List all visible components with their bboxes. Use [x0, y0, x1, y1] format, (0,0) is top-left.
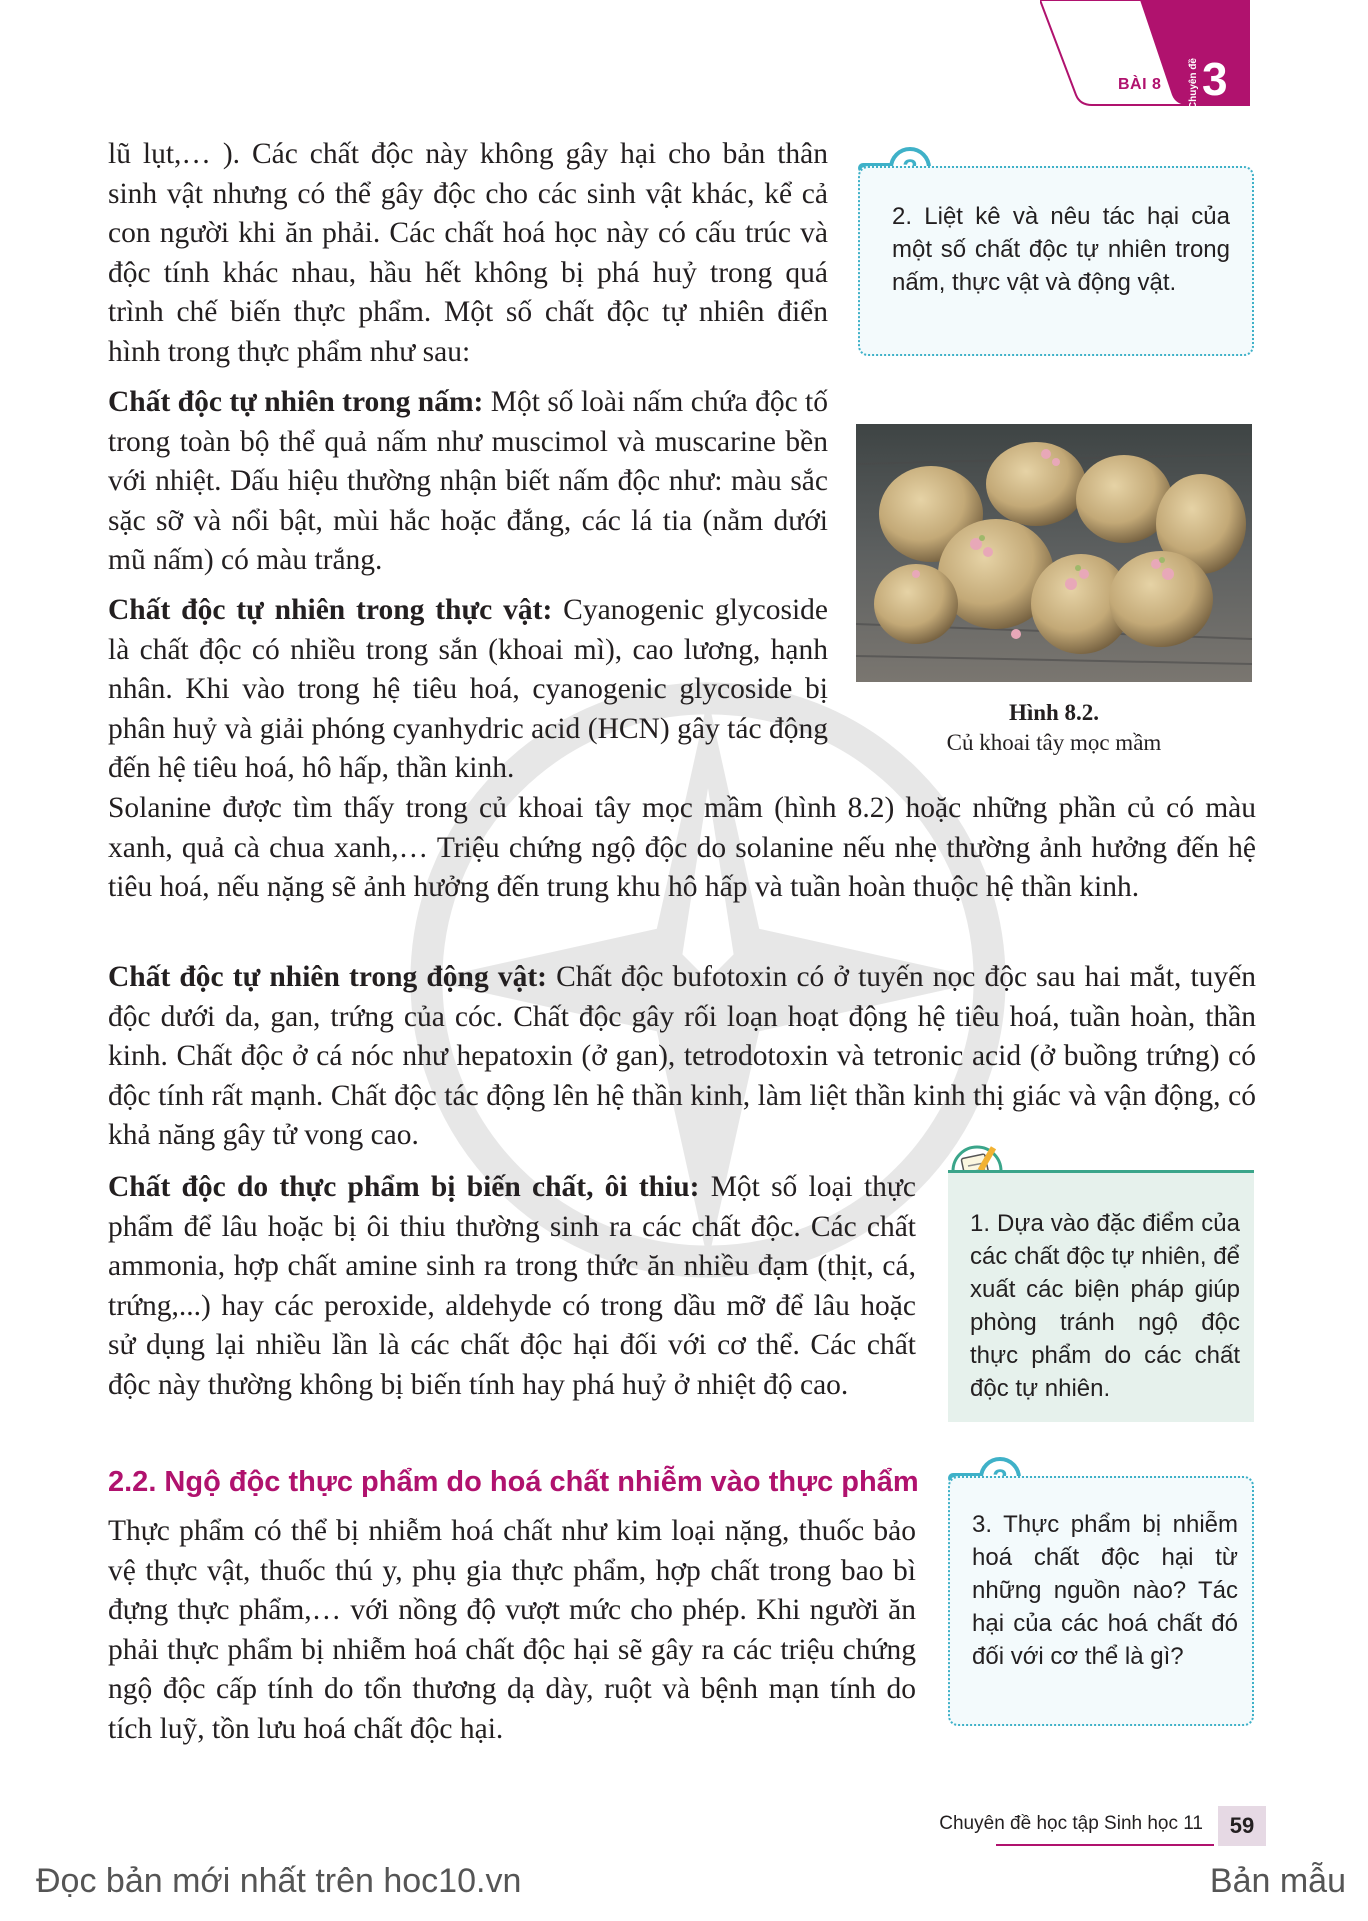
question-text: 3. Thực phẩm bị nhiễm hoá chất độc hại từ những nguồn nào? Tác hại của các hoá chất đó đối với cơ thể là gì? — [972, 1511, 1238, 1670]
footer-divider — [996, 1844, 1214, 1846]
book-title: Chuyên đề học tập Sinh học 11 — [939, 1813, 1203, 1834]
potato-figure — [856, 424, 1252, 682]
topic-label: Chuyên đề — [1188, 58, 1199, 110]
paragraph-lead: Chất độc tự nhiên trong động vật: — [108, 961, 547, 993]
source-note: Đọc bản mới nhất trên hoc10.vn — [36, 1862, 522, 1900]
paragraph-mushroom — [108, 383, 828, 581]
paragraph-text: Một số loài nấm chứa độc tố trong toàn bộ thể quả nấm như muscimol và muscarine bền với nhiệt. Dấu hiệu thường nhận biết nấm độc như: màu sắc sặc sỡ và nổi bật, mùi hắc hoặc đắng, các lá tia (nằm dưới mũ nấm) có màu trắng. — [108, 386, 828, 577]
figure-caption: Củ khoai tây mọc mầm — [946, 730, 1162, 755]
paragraph-spoiled — [108, 1168, 916, 1406]
task-text: 1. Dựa vào đặc điểm của các chất độc tự nhiên, để xuất các biện pháp giúp phòng tránh ngộ độc thực phẩm do các chất độc tự nhiên. — [970, 1210, 1240, 1402]
page-number: 59 — [1218, 1806, 1266, 1846]
paragraph-text: Cyanogenic glycoside là chất độc có nhiều trong sắn (khoai mì), cao lương, hạnh nhân. Khi vào trong hệ tiêu hoá, cyanogenic glycoside bị phân huỷ và giải phóng cyanhydric acid (HCN) gây tác động đến hệ tiêu hoá, hô hấp, thần kinh. — [108, 594, 828, 785]
paragraph-solanine: Solanine được tìm thấy trong củ khoai tây mọc mầm (hình 8.2) hoặc những phần củ có màu xanh, quả cà chua xanh,… Triệu chứng ngộ độc do solanine nếu nhẹ thường ảnh hưởng đến hệ tiêu hoá, nếu nặng sẽ ảnh hưởng đến trung khu hô hấp và tuần hoàn thuộc hệ thần kinh. — [108, 792, 1256, 904]
paragraph-lead: Chất độc tự nhiên trong thực vật: — [108, 594, 553, 626]
paragraph-intro: lũ lụt,… ). Các chất độc này không gây hại cho bản thân sinh vật nhưng có thể gây độc cho các sinh vật khác, kể cả con người khi ăn phải. Các chất hoá học này có cấu trúc và độc tính khác nhau, hầu hết không bị phá huỷ trong quá trình chế biến thực phẩm. Một số chất độc tự nhiên điển hình trong thực phẩm như sau: — [108, 138, 828, 368]
question-box-2 — [858, 166, 1254, 356]
paragraph-lead: Chất độc tự nhiên trong nấm: — [108, 386, 484, 418]
question-text: 2. Liệt kê và nêu tác hại của một số chất độc tự nhiên trong nấm, thực vật và động vật. — [892, 203, 1230, 296]
lesson-tag: BÀI 8 — [1118, 76, 1162, 93]
paragraph-plant — [108, 591, 828, 789]
section-heading: 2.2. Ngộ độc thực phẩm do hoá chất nhiễm vào thực phẩm — [108, 1466, 919, 1498]
task-box-1 — [948, 1170, 1254, 1422]
paragraph-chemical: Thực phẩm có thể bị nhiễm hoá chất như kim loại nặng, thuốc bảo vệ thực vật, thuốc thú y, phụ gia thực phẩm, hợp chất trong bao bì đựng thực phẩm,… với nồng độ vượt mức cho phép. Khi người ăn phải thực phẩm bị nhiễm hoá chất độc hại sẽ gây ra các triệu chứng ngộ độc cấp tính do tổn thương dạ dày, ruột và bệnh mạn tính do tích luỹ, tồn lưu hoá chất độc hại. — [108, 1515, 916, 1745]
paragraph-animal — [108, 958, 1256, 1156]
paragraph-lead: Chất độc do thực phẩm bị biến chất, ôi thiu: — [108, 1171, 700, 1203]
question-box-3 — [948, 1476, 1254, 1726]
topic-number: 3 — [1202, 53, 1228, 105]
figure-number: Hình 8.2. — [1008, 700, 1100, 725]
paragraph-text: Chất độc bufotoxin có ở tuyến nọc độc sau hai mắt, tuyến độc dưới da, gan, trứng của cóc. Chất độc gây rối loạn hoạt động hệ tiêu hoá, tuần hoàn, thần kinh. Chất độc ở cá nóc như hepatoxin (ở gan), tetrodotoxin và tetronic acid (ở buồng trứng) có độc tính rất mạnh. Chất độc tác động lên hệ thần kinh, làm liệt thần kinh thị giác và vận động, có khả năng gây tử vong cao. — [108, 961, 1256, 1152]
paragraph-text: Một số loại thực phẩm để lâu hoặc bị ôi thiu thường sinh ra các chất độc. Các chất ammonia, hợp chất amine sinh ra trong thức ăn nhiều đạm (thịt, cá, trứng,...) hay các peroxide, aldehyde có trong dầu mỡ để lâu hoặc sử dụng lại nhiều lần là các chất độc hại đối với cơ thể. Các chất độc này thường không bị biến tính hay phá huỷ ở nhiệt độ cao. — [108, 1171, 916, 1401]
sample-label: Bản mẫu — [1209, 1862, 1346, 1900]
